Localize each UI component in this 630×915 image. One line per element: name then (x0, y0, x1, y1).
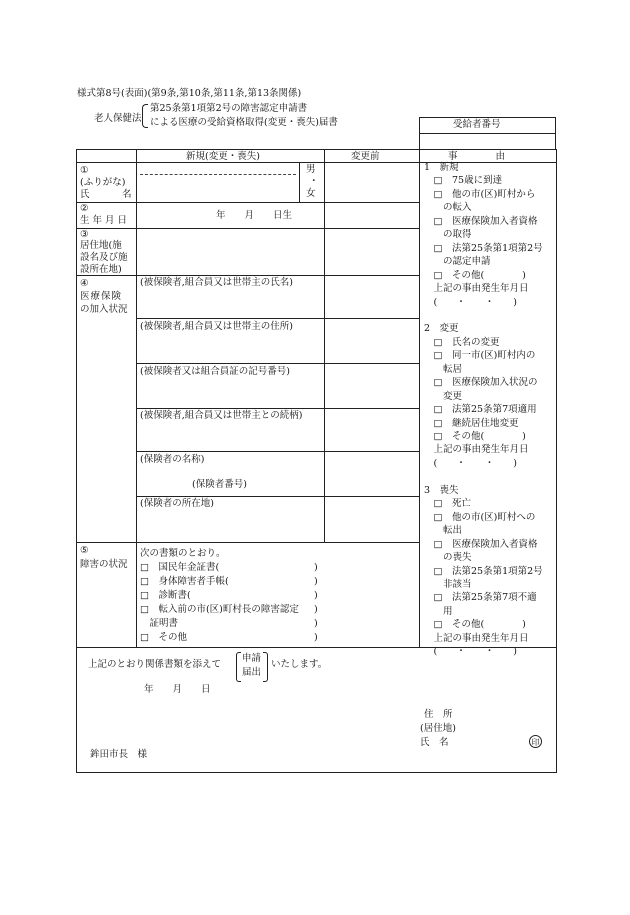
column-reason: 事 由 (448, 151, 506, 162)
reason-line: □ 法第25条第1項第2号 (424, 242, 543, 254)
reason-line: □ 法第25条第1項第2号 (424, 565, 543, 577)
applicant-name-label: 氏 名 (420, 737, 449, 748)
reason-line: 2 変更 (424, 323, 459, 335)
doc-medical-certificate: □ 診断書( (140, 590, 191, 601)
title-line2: による医療の受給資格取得(変更・喪失)届書 (150, 117, 338, 128)
reason-line: □ 75歳に到達 (424, 175, 503, 187)
row2-number: ② (80, 203, 89, 214)
residence-label: (居住地) (420, 723, 456, 734)
furigana-label: (ふりがな) (80, 177, 126, 188)
row3-number: ③ (80, 229, 89, 240)
reason-line: □ 継続居住地変更 (424, 417, 519, 429)
option-notify: 届出 (242, 667, 262, 678)
reason-line: 転出 (424, 525, 463, 537)
paren-close: ) (314, 618, 318, 629)
sex-male: 男 (306, 164, 316, 175)
reason-line: □ 同一市(区)町村内の (424, 350, 536, 362)
declaration-text-b: いたします。 (271, 659, 328, 670)
row5-number: ⑤ (80, 545, 89, 556)
paren-close: ) (314, 632, 318, 643)
reason-line: □ 法第25条第7項適用 (424, 404, 537, 416)
sex-separator: ・ (309, 176, 319, 187)
reason-line: □ 死亡 (424, 498, 471, 510)
name-label-b: 名 (122, 189, 132, 200)
declaration-text-a: 上記のとおり関係書類を添えて (88, 659, 222, 670)
reason-line: ( ・ ・ ) (424, 646, 517, 658)
reason-line: 上記の事由発生年月日 (424, 283, 529, 295)
title-brace (142, 104, 148, 128)
reason-line: □ その他( ) (424, 269, 526, 281)
insured-card-number-label: (被保険者又は組合員証の記号番号) (140, 366, 290, 377)
insurer-number-label: (保険者番号) (192, 479, 247, 490)
paren-close: ) (314, 590, 318, 601)
doc-pension-certificate: □ 国民年金証書( (140, 562, 220, 573)
reason-line: ( ・ ・ ) (424, 457, 517, 469)
doc-other: □ その他 (140, 632, 187, 643)
reason-line: 上記の事由発生年月日 (424, 632, 529, 644)
title-line1: 第25条第1項第2号の障害認定申請書 (150, 103, 308, 114)
reason-line: □ 法第25条第7項不適 (424, 592, 537, 604)
reason-line: の認定申請 (424, 256, 491, 268)
reason-line: □ 他の市(区)町村への (424, 511, 536, 523)
doc-transfer-certificate: □ 転入前の市(区)町村長の障害認定 (140, 604, 299, 615)
doc-transfer-certificate-cont: 証明書 (140, 618, 179, 629)
reason-line: □ 医療保険加入者資格 (424, 215, 538, 227)
reason-line: の喪失 (424, 552, 472, 564)
recipient-number-label: 受給者番号 (453, 119, 501, 130)
seal-mark: 印 (529, 735, 542, 748)
documents-intro: 次の書類のとおり。 (140, 548, 226, 559)
insured-relation-label: (被保険者,組合員又は世帯主との続柄) (140, 410, 303, 421)
name-label-a: 氏 (80, 189, 90, 200)
insurance-label-1: 医療保険 (80, 291, 123, 302)
residence-label-1: 居住地(施 (80, 240, 122, 251)
reason-line: 1 新規 (424, 162, 459, 173)
insured-name-label: (被保険者,組合員又は世帯主の氏名) (140, 277, 293, 288)
residence-label-2: 設名及び施 (80, 252, 128, 263)
reason-line: ( ・ ・ ) (424, 296, 517, 308)
row1-number: ① (80, 165, 89, 176)
insurance-label-2: の加入状況 (80, 304, 128, 315)
reason-line: □ 医療保険加入状況の (424, 377, 538, 389)
reason-line: 変更 (424, 390, 463, 402)
addressee: 鉾田市長 様 (90, 749, 148, 760)
reason-line: 転居 (424, 363, 463, 375)
column-before: 変更前 (351, 151, 380, 162)
column-new: 新規(変更・喪失) (186, 151, 260, 162)
reason-line: 上記の事由発生年月日 (424, 444, 529, 456)
reason-line: □ 他の市(区)町村から (424, 188, 536, 200)
paren-close: ) (314, 562, 318, 573)
option-apply: 申請 (242, 653, 262, 664)
doc-disability-handbook: □ 身体障害者手帳( (140, 576, 229, 587)
birthdate-value: 年 月 日生 (216, 210, 293, 221)
paren-close: ) (314, 604, 318, 615)
residence-label-3: 設所在地) (80, 264, 122, 275)
form-number: 様式第8号(表面)(第9条,第10条,第11条,第13条関係) (77, 88, 302, 99)
reason-line: □ その他( ) (424, 619, 526, 631)
reason-line: の転入 (424, 202, 472, 214)
address-label: 住 所 (424, 709, 453, 720)
disability-label: 障害の状況 (80, 559, 128, 570)
reason-line: 用 (424, 605, 453, 617)
sex-female: 女 (306, 188, 316, 199)
insured-address-label: (被保険者,組合員又は世帯主の住所) (140, 321, 293, 332)
insurer-name-label: (保険者の名称) (140, 454, 205, 465)
reason-line: 3 喪失 (424, 484, 459, 496)
reason-line: □ 氏名の変更 (424, 336, 500, 348)
reason-line: 非該当 (424, 578, 472, 590)
insurer-address-label: (保険者の所在地) (140, 498, 214, 509)
reason-line: □ その他( ) (424, 431, 526, 442)
law-name: 老人保健法 (94, 113, 142, 124)
row4-number: ④ (80, 278, 89, 289)
paren-close: ) (314, 576, 318, 587)
birthdate-label: 生年月日 (80, 215, 131, 226)
reason-line: の取得 (424, 229, 472, 241)
declaration-date: 年 月 日 (144, 684, 211, 695)
reason-line: □ 医療保険加入者資格 (424, 538, 538, 550)
